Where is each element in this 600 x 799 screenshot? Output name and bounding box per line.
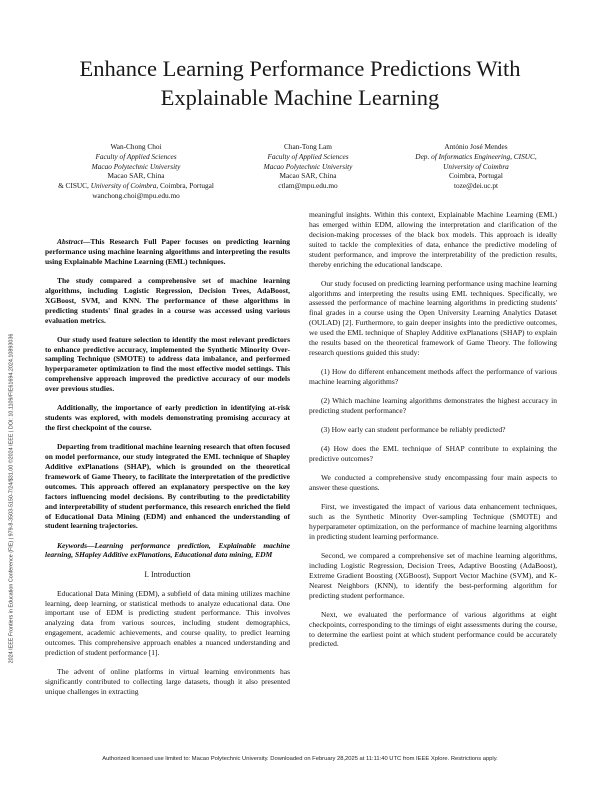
- author-block-1: [44, 142, 228, 201]
- paper-title-line-1: Enhance Learning Performance Predictions With: [79, 56, 521, 81]
- author-affiliation: Faculty of Applied Sciences: [95, 151, 177, 161]
- author-location: Coimbra, Portugal: [449, 171, 503, 181]
- abstract-paragraph: Departing from traditional machine learning research that often focused on model performance, our study integrated the EML technique of Shapley Additive exPlanations (SHAP), which is grounded on the theoretical framework of Game Theory, to facilitate the interpretation of the predictive outcomes. This approach offered an explanatory perspective on the key factors influencing model decisions. By contributing to the predictability and interpretability of student performance, this research enriched the field of Educational Data Mining (EDM) and enhanced the understanding of student learning trajectories.: [45, 442, 290, 531]
- author-location: Macao SAR, China: [107, 171, 165, 181]
- body-paragraph: Educational Data Mining (EDM), a subfield of data mining utilizes machine learning, deep learning, or statistical methods to analyze educational data. One important use of EDM is predicting student performance. This involves analyzing data from various sources, including student demographics, engagement, academic achievements, and course quality, to predict learning outcomes. This comprehensive approach enables a nuanced understanding and prediction of student performance [1].: [45, 588, 290, 658]
- author-name: Wan-Chong Choi: [110, 142, 162, 151]
- author-affiliation: University of Coimbra: [443, 161, 509, 171]
- author-name: António José Mendes: [444, 142, 508, 151]
- keywords-label: Keywords: [57, 540, 87, 550]
- author-block-3: [384, 142, 568, 191]
- body-paragraph: meaningful insights. Within this context, Explainable Machine Learning (EML) has emerged within EDM, allowing the interpretation and clarification of the decision-making processes of the black box models. This approach is ideally suited to tackle the complexities of data, enhance the predictive modeling of student performance, and improve the interpretability of the prediction results, thereby enriching the educational landscape.: [309, 210, 557, 269]
- research-question: (1) How do different enhancement methods affect the performance of various machine learning algorithms?: [309, 367, 557, 386]
- keywords-paragraph: [45, 541, 290, 561]
- author-email[interactable]: ctlam@mpu.edu.mo: [278, 181, 338, 191]
- abstract-paragraph: The study compared a comprehensive set of machine learning algorithms, including Logistic Regression, Decision Trees, AdaBoost, XGBoost, SVM, and KNN. The performance of these algorithms in predicting students' final grades in a course was accessed using various evaluation metrics.: [45, 275, 290, 325]
- abstract-paragraph: Our study used feature selection to identify the most relevant predictors to enhance predictive accuracy, implemented the Synthetic Minority Over-sampling Technique (SMOTE) to address data imbalance, and performed hyperparameter optimization to find the most effective model settings. This comprehensive approach improved the predictive accuracy of our models over previous studies.: [45, 334, 290, 394]
- left-column: [45, 237, 290, 706]
- author-block-2: [240, 142, 376, 191]
- affiliation-suffix: , Coimbra, Portugal: [156, 181, 214, 191]
- author-email[interactable]: toze@dei.uc.pt: [454, 181, 498, 191]
- body-paragraph: Our study focused on predicting learning performance using machine learning algorithms and interpreting the results using EML techniques. Specifically, we assessed the performance of machine learning algorithms in predicting students' final grades in a course using the Open University Learning Analytics Dataset (OULAD) [2]. Furthermore, to gain deeper insights into the predictive outcomes, we used the EML technique of Shapley Additive exPlanations (SHAP) to explain the results based on the theoretical framework of Game Theory. The following research questions guided this study:: [309, 278, 557, 357]
- author-email[interactable]: wanchong.choi@mpu.edu.mo: [92, 190, 180, 200]
- author-location: Macao SAR, China: [279, 171, 337, 181]
- conference-sidebar-text: 2024 IEEE Frontiers in Education Conference (FIE) | 979-8-3503-5150-7/24/$31.00 ©2024 IEEE | DOI: 10.1109/FIE61694.2024.10893036: [8, 333, 15, 664]
- affiliation-university: University of Coimbra: [90, 181, 157, 191]
- body-paragraph: Next, we evaluated the performance of various algorithms at eight checkpoints, corresponding to the timings of eight assessments during the course, to determine the earliest point at which student performance could be accurately predicted.: [309, 609, 557, 649]
- abstract-paragraph: [45, 237, 290, 267]
- body-paragraph: First, we investigated the impact of various data enhancement techniques, such as the Synthetic Minority Over-sampling Technique (SMOTE) and hyperparameter optimization, on the performance of machine learning algorithms in predicting student learning performance.: [309, 502, 557, 541]
- author-name: Chan-Tong Lam: [284, 142, 332, 151]
- abstract-text: —This Research Full Paper focuses on predicting learning performance using machine learning algorithms and interpreting the results using Explainable Machine Learning (EML) techniques.: [45, 237, 290, 266]
- author-affiliation: Macao Polytechnic University: [91, 161, 181, 171]
- keywords-text: —Learning performance prediction, Explainable machine learning, SHapley Additive exPlanations, Educational data mining, EDM: [45, 540, 290, 560]
- paper-title-line-2: Explainable Machine Learning: [160, 85, 440, 110]
- right-column: [309, 210, 557, 659]
- author-affiliation-secondary: [44, 181, 228, 191]
- section-heading: I. Introduction: [144, 569, 191, 579]
- abstract-label: Abstract: [57, 237, 83, 246]
- paper-title: [0, 54, 600, 112]
- license-footer: Authorized licensed use limited to: Macao Polytechnic University. Downloaded on February 28,2025 at 11:11:40 UTC from IEEE Xplore. Restrictions apply.: [102, 756, 498, 762]
- body-paragraph: The advent of online platforms in virtual learning environments has significantly contributed to collecting large datasets, though it also presented unique challenges in extracting: [45, 667, 290, 696]
- research-question: (3) How early can student performance be reliably predicted?: [321, 425, 506, 435]
- affiliation-prefix: & CISUC,: [58, 181, 91, 191]
- body-paragraph: Second, we compared a comprehensive set of machine learning algorithms, including Logistic Regression, Decision Trees, Adaptive Boosting (AdaBoost), Extreme Gradient Boosting (XGBoost), Support Vector Machine (SVM), and K-Nearest Neighbors (KNN), to identify the best-performing algorithm for predicting student performance.: [309, 550, 557, 600]
- author-affiliation: Faculty of Applied Sciences: [267, 151, 349, 161]
- research-question: (4) How does the EML technique of SHAP contribute to explaining the predictive outcomes?: [309, 444, 557, 464]
- author-affiliation: Dep. of Informatics Engineering, CISUC,: [415, 151, 537, 161]
- research-question: (2) Which machine learning algorithms demonstrates the highest accuracy in predicting student performance?: [309, 396, 557, 415]
- abstract-paragraph: Additionally, the importance of early prediction in identifying at-risk students was explored, with models demonstrating promising accuracy at the first checkpoint of the course.: [45, 403, 290, 433]
- body-paragraph: We conducted a comprehensive study encompassing four main aspects to answer these questions.: [309, 473, 557, 493]
- author-affiliation: Macao Polytechnic University: [263, 161, 353, 171]
